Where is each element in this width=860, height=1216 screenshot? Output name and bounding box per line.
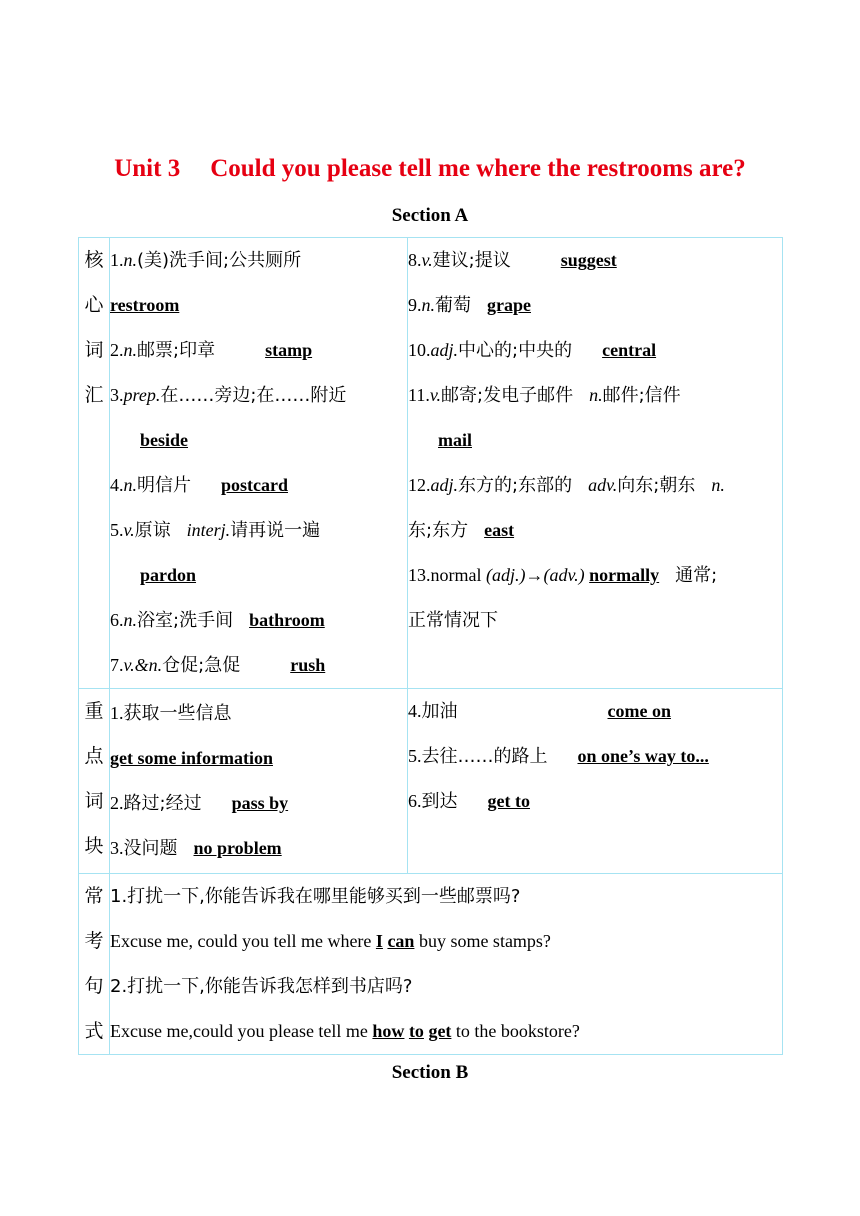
- answer: suggest: [560, 250, 617, 270]
- vocab-answer-5: [110, 553, 407, 598]
- answer: come on: [607, 701, 671, 721]
- core-vocab-row: [79, 238, 783, 689]
- answer: to: [408, 1021, 424, 1041]
- sentences-category: [79, 874, 110, 1055]
- category-char: 块: [84, 835, 104, 857]
- answer: on one’s way to...: [577, 746, 709, 766]
- answer: I: [375, 931, 383, 951]
- unit-label: Unit 3: [114, 155, 181, 182]
- category-char: 常: [84, 885, 104, 907]
- phrase-item-3: 3.没问题 no problem: [110, 838, 282, 859]
- vocab-item-8: 8.v.建议;提议 suggest: [408, 250, 617, 271]
- vocab-item-1: 1.n.(美)洗手间;公共厕所: [110, 250, 302, 271]
- vocab-answer-11: [408, 418, 782, 463]
- vocab-item-7: 7.v.&n.仓促;急促 rush: [110, 655, 326, 676]
- answer: stamp: [265, 340, 313, 360]
- answer: get to: [487, 791, 530, 811]
- vocab-item-6: 6.n.浴室;洗手间 bathroom: [110, 610, 325, 631]
- phrase-item-2: 2.路过;经过 pass by: [110, 793, 289, 814]
- vocab-answer-1: [110, 283, 407, 328]
- vocab-item-12: 12.adj.东方的;东部的 adv.向东;朝东 n.: [408, 475, 725, 496]
- phrase-answer-1: [110, 736, 407, 781]
- category-char: 式: [84, 1020, 104, 1042]
- sentence-2-en: Excuse me,could you please tell me how to get to the bookstore?: [110, 1021, 580, 1041]
- sentence-2-zh: 2.打扰一下,你能告诉我怎样到书店吗?: [110, 976, 413, 997]
- answer: beside: [140, 430, 189, 450]
- category-char: 考: [84, 930, 104, 952]
- section-a-heading: Section A: [391, 205, 469, 226]
- answer: postcard: [221, 475, 288, 495]
- core-vocab-right: [408, 238, 783, 689]
- phrase-item-5: 5.去往……的路上 on one’s way to...: [408, 746, 709, 767]
- vocab-item-11: 11.v.邮寄;发电子邮件 n.邮件;信件: [408, 385, 681, 406]
- sentence-1-en: Excuse me, could you tell me where I can buy some stamps?: [110, 931, 551, 951]
- vocab-item-3: 3.prep.在……旁边;在……附近: [110, 385, 347, 406]
- answer: how: [372, 1021, 405, 1041]
- key-phrases-row: [79, 689, 783, 874]
- vocab-item-12-cont: 东;东方 east: [408, 520, 515, 541]
- sentences-content: [110, 874, 783, 1055]
- key-phrases-right: [408, 689, 783, 874]
- vocab-item-13-cont: 正常情况下: [408, 610, 498, 631]
- answer: mail: [438, 430, 472, 450]
- section-b-heading: Section B: [391, 1062, 469, 1083]
- answer: east: [484, 520, 515, 540]
- category-char: 汇: [84, 384, 104, 406]
- vocab-item-4: 4.n.明信片 postcard: [110, 475, 288, 496]
- category-char: 核: [84, 249, 104, 271]
- vocab-item-9: 9.n.葡萄 grape: [408, 295, 531, 316]
- unit-question: Could you please tell me where the restrooms are?: [210, 155, 746, 182]
- category-char: 句: [84, 975, 104, 997]
- key-phrases-category: [79, 689, 110, 874]
- core-vocab-category: [79, 238, 110, 689]
- vocab-answer-3: [110, 418, 407, 463]
- answer: can: [387, 931, 415, 951]
- sentences-row: [79, 874, 783, 1055]
- category-char: 点: [84, 745, 104, 767]
- vocab-item-10: 10.adj.中心的;中央的 central: [408, 340, 657, 361]
- answer: grape: [487, 295, 531, 315]
- core-vocab-left: [110, 238, 408, 689]
- sentence-1-zh: 1.打扰一下,你能告诉我在哪里能够买到一些邮票吗?: [110, 886, 521, 907]
- answer: normally: [589, 565, 660, 585]
- vocab-item-5: 5.v.原谅 interj.请再说一遍: [110, 520, 321, 541]
- key-phrases-left: [110, 689, 408, 874]
- answer: central: [602, 340, 657, 360]
- category-char: 词: [84, 339, 104, 361]
- answer: no problem: [193, 838, 282, 858]
- category-char: 重: [84, 700, 104, 722]
- vocab-item-13: 13.normal (adj.)→(adv.) normally 通常;: [408, 565, 718, 586]
- answer: restroom: [110, 295, 180, 315]
- unit-title: [0, 155, 860, 183]
- category-char: 词: [84, 790, 104, 812]
- vocab-table: [78, 237, 783, 1055]
- phrase-item-6: 6.到达 get to: [408, 791, 530, 812]
- answer: get some information: [110, 748, 273, 768]
- category-char: 心: [84, 294, 104, 316]
- answer: rush: [290, 655, 326, 675]
- answer: pass by: [231, 793, 289, 813]
- vocab-item-2: 2.n.邮票;印章 stamp: [110, 340, 313, 361]
- answer: bathroom: [249, 610, 325, 630]
- phrase-item-1: 1.获取一些信息: [110, 703, 232, 724]
- answer: get: [428, 1021, 452, 1041]
- answer: pardon: [140, 565, 197, 585]
- phrase-item-4: 4.加油 come on: [408, 701, 671, 722]
